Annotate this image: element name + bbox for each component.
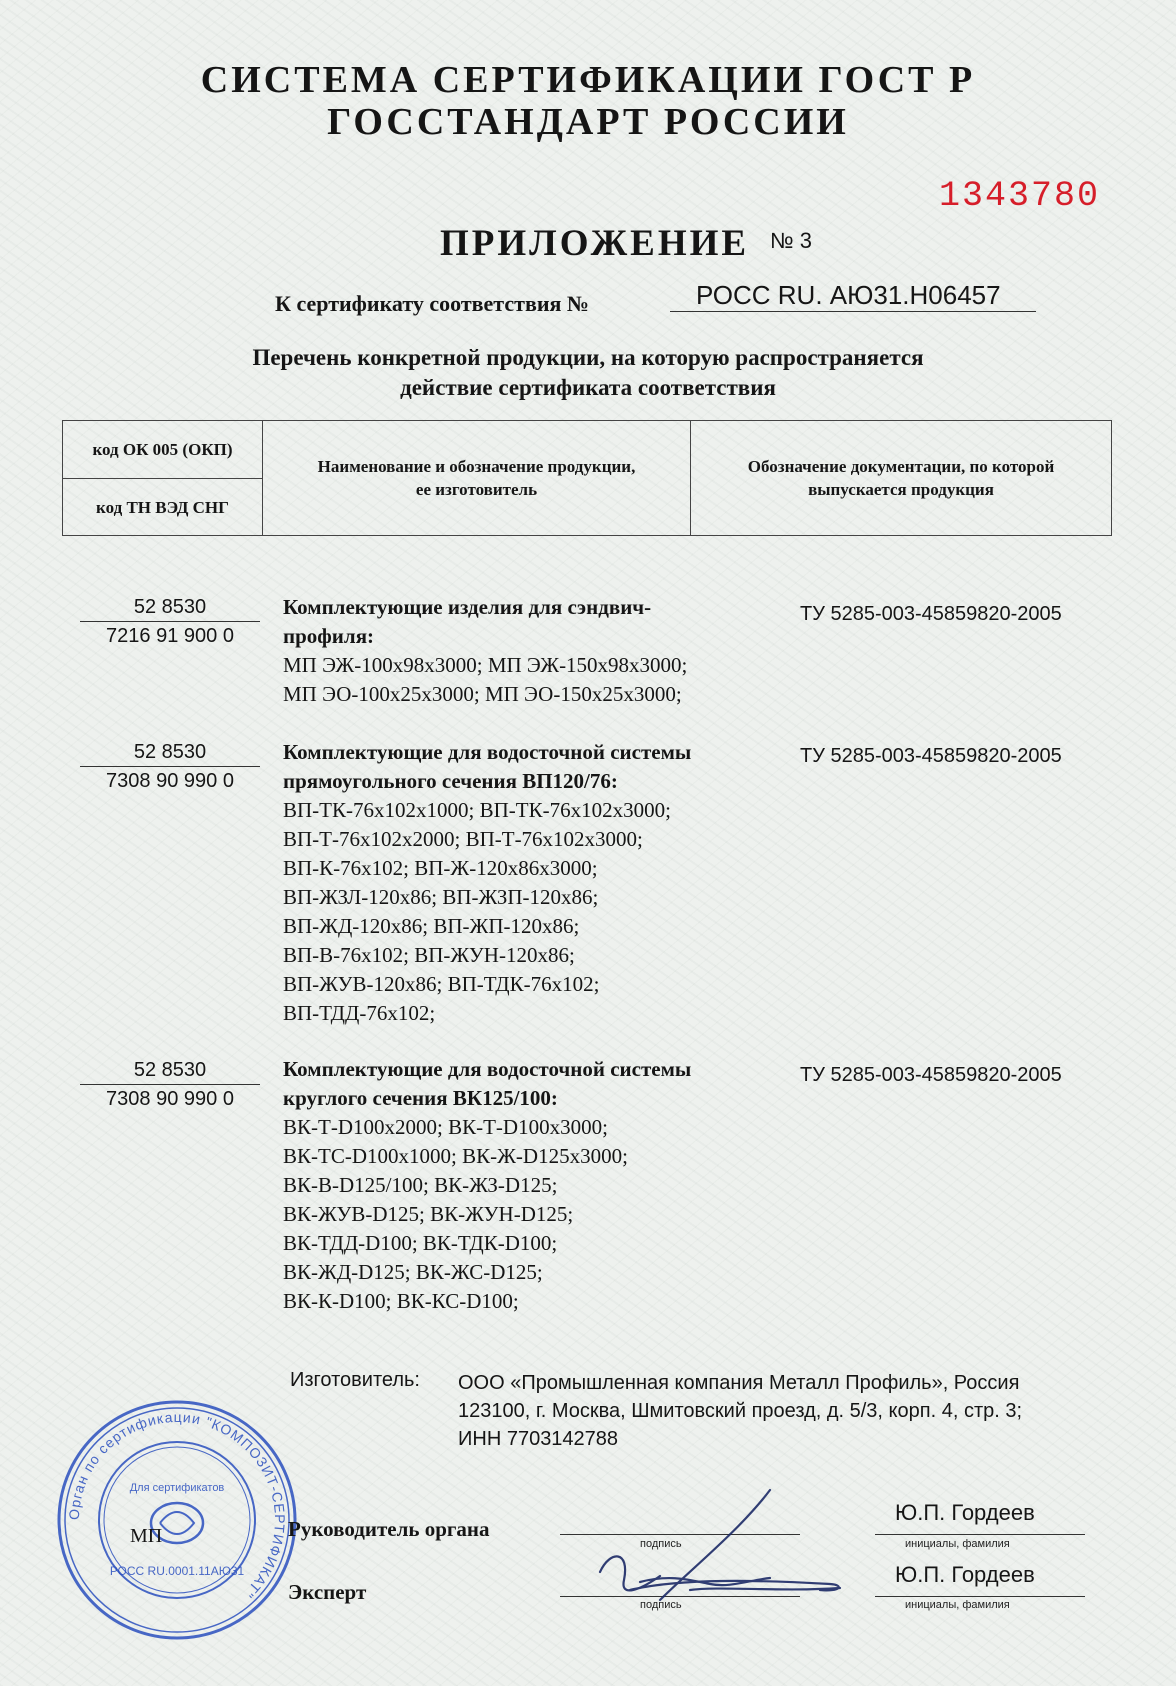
stamp-outer-text: Орган по сертификации "КОМПОЗИТ-СЕРТИФИКАТ"	[65, 1408, 289, 1602]
code-tnved: 7216 91 900 0	[106, 625, 234, 647]
manufacturer-line: 123100, г. Москва, Шмитовский проезд, д. 5/3, корп. 4, стр. 3;	[458, 1400, 1023, 1422]
product-item: ВП-К-76x102; ВП-Ж-120x86x3000;	[283, 856, 598, 880]
product-document: ТУ 5285-003-45859820-2005	[800, 1064, 1062, 1086]
name-column-header	[263, 421, 691, 535]
code-okp: 52 8530	[80, 1059, 260, 1085]
manufacturer-line: ООО «Промышленная компания Металл Профиль», Россия	[458, 1372, 1020, 1394]
product-item: ВК-К-D100; ВК-КС-D100;	[283, 1289, 519, 1313]
expert-signature-caption: подпись	[640, 1599, 682, 1611]
head-name: Ю.П. Гордеев	[895, 1500, 1035, 1525]
code-okp: 52 8530	[80, 741, 260, 767]
product-item: ВК-Т-D100x2000; ВК-Т-D100x3000;	[283, 1115, 608, 1139]
handwritten-signature-icon	[540, 1480, 880, 1620]
code-okp: 52 8530	[80, 596, 260, 622]
product-title: Комплектующие изделия для сэндвич- профиля:	[283, 595, 652, 648]
product-item: ВК-ЖУВ-D125; ВК-ЖУН-D125;	[283, 1202, 574, 1226]
product-item: ВП-ЖУВ-120x86; ВП-ТДК-76x102;	[283, 972, 600, 996]
head-name-caption: инициалы, фамилия	[905, 1538, 1010, 1550]
product-item: ВП-ТК-76x102x1000; ВП-ТК-76x102x3000;	[283, 798, 671, 822]
product-document: ТУ 5285-003-45859820-2005	[800, 745, 1062, 767]
stamp-code: РОСС RU.0001.11АЮ31	[109, 1564, 245, 1578]
doc-column-label: Обозначение документации, по которой выпускается продукция	[747, 457, 1055, 499]
code-column-header	[63, 421, 263, 535]
code-tnved: 7308 90 990 0	[106, 1088, 234, 1110]
product-document: ТУ 5285-003-45859820-2005	[800, 603, 1062, 625]
expert-name-line	[875, 1596, 1085, 1597]
expert-label: Эксперт	[288, 1580, 367, 1604]
product-item: ВП-В-76x102; ВП-ЖУН-120x86;	[283, 943, 575, 967]
expert-name: Ю.П. Гордеев	[895, 1562, 1035, 1587]
manufacturer-line: ИНН 7703142788	[458, 1428, 619, 1450]
certificate-number: РОСС RU. АЮ31.Н06457	[670, 280, 1036, 312]
product-codes	[80, 741, 260, 793]
doc-column-header	[691, 421, 1111, 535]
expert-name-caption: инициалы, фамилия	[905, 1599, 1010, 1611]
product-item: ВК-ЖД-D125; ВК-ЖС-D125;	[283, 1260, 543, 1284]
head-name-line	[875, 1534, 1085, 1535]
subtitle-line-1: Перечень конкретной продукции, на которую распространяется	[252, 345, 924, 370]
product-item: ВП-Т-76x102x2000; ВП-Т-76x102x3000;	[283, 827, 643, 851]
product-item: ВП-ЖД-120x86; ВП-ЖП-120x86;	[283, 914, 580, 938]
product-item: ВК-ТДД-D100; ВК-ТДК-D100;	[283, 1231, 558, 1255]
product-title: Комплектующие для водосточной системы круглого сечения ВК125/100:	[283, 1057, 692, 1110]
code-tnved: 7308 90 990 0	[106, 770, 234, 792]
product-title: Комплектующие для водосточной системы прямоугольного сечения ВП120/76:	[283, 740, 692, 793]
subtitle-line-2: действие сертификата соответствия	[400, 375, 776, 400]
product-codes	[80, 596, 260, 648]
table-header	[62, 420, 1112, 536]
appendix-number: № 3	[770, 228, 812, 253]
subtitle	[0, 343, 1176, 403]
header-line-1: СИСТЕМА СЕРТИФИКАЦИИ ГОСТ Р	[200, 59, 976, 101]
code-okp-header: код ОК 005 (ОКП)	[63, 421, 262, 479]
product-item: ВП-ЖЗЛ-120x86; ВП-ЖЗП-120x86;	[283, 885, 599, 909]
manufacturer-details	[458, 1369, 1022, 1453]
appendix-title: ПРИЛОЖЕНИЕ	[440, 223, 750, 264]
certification-stamp-icon	[52, 1395, 302, 1645]
header-line-2: ГОССТАНДАРТ РОССИИ	[327, 101, 849, 143]
name-column-label: Наименование и обозначение продукции, ее изготовитель	[317, 457, 636, 499]
product-entry	[283, 738, 783, 1028]
product-entry	[283, 593, 783, 709]
product-item: ВП-ТДД-76x102;	[283, 1001, 436, 1025]
product-item: ВК-В-D125/100; ВК-ЖЗ-D125;	[283, 1173, 558, 1197]
product-codes	[80, 1059, 260, 1111]
stamp-center-text: Для сертификатов	[129, 1482, 225, 1494]
product-entry	[283, 1055, 783, 1316]
product-item: МП ЭО-100x25x3000; МП ЭО-150x25x3000;	[283, 682, 682, 706]
code-tnved-header: код ТН ВЭД СНГ	[96, 497, 229, 517]
seal-mark: МП	[130, 1525, 163, 1547]
product-item: ВК-ТС-D100x1000; ВК-Ж-D125x3000;	[283, 1144, 628, 1168]
product-item: МП ЭЖ-100x98x3000; МП ЭЖ-150x98x3000;	[283, 653, 688, 677]
manufacturer-label: Изготовитель:	[290, 1369, 420, 1391]
serial-number: 1343780	[938, 176, 1100, 216]
certificate-label: К сертификату соответствия №	[275, 291, 590, 316]
head-of-body-label: Руководитель органа	[288, 1517, 490, 1541]
head-signature-caption: подпись	[640, 1538, 682, 1550]
